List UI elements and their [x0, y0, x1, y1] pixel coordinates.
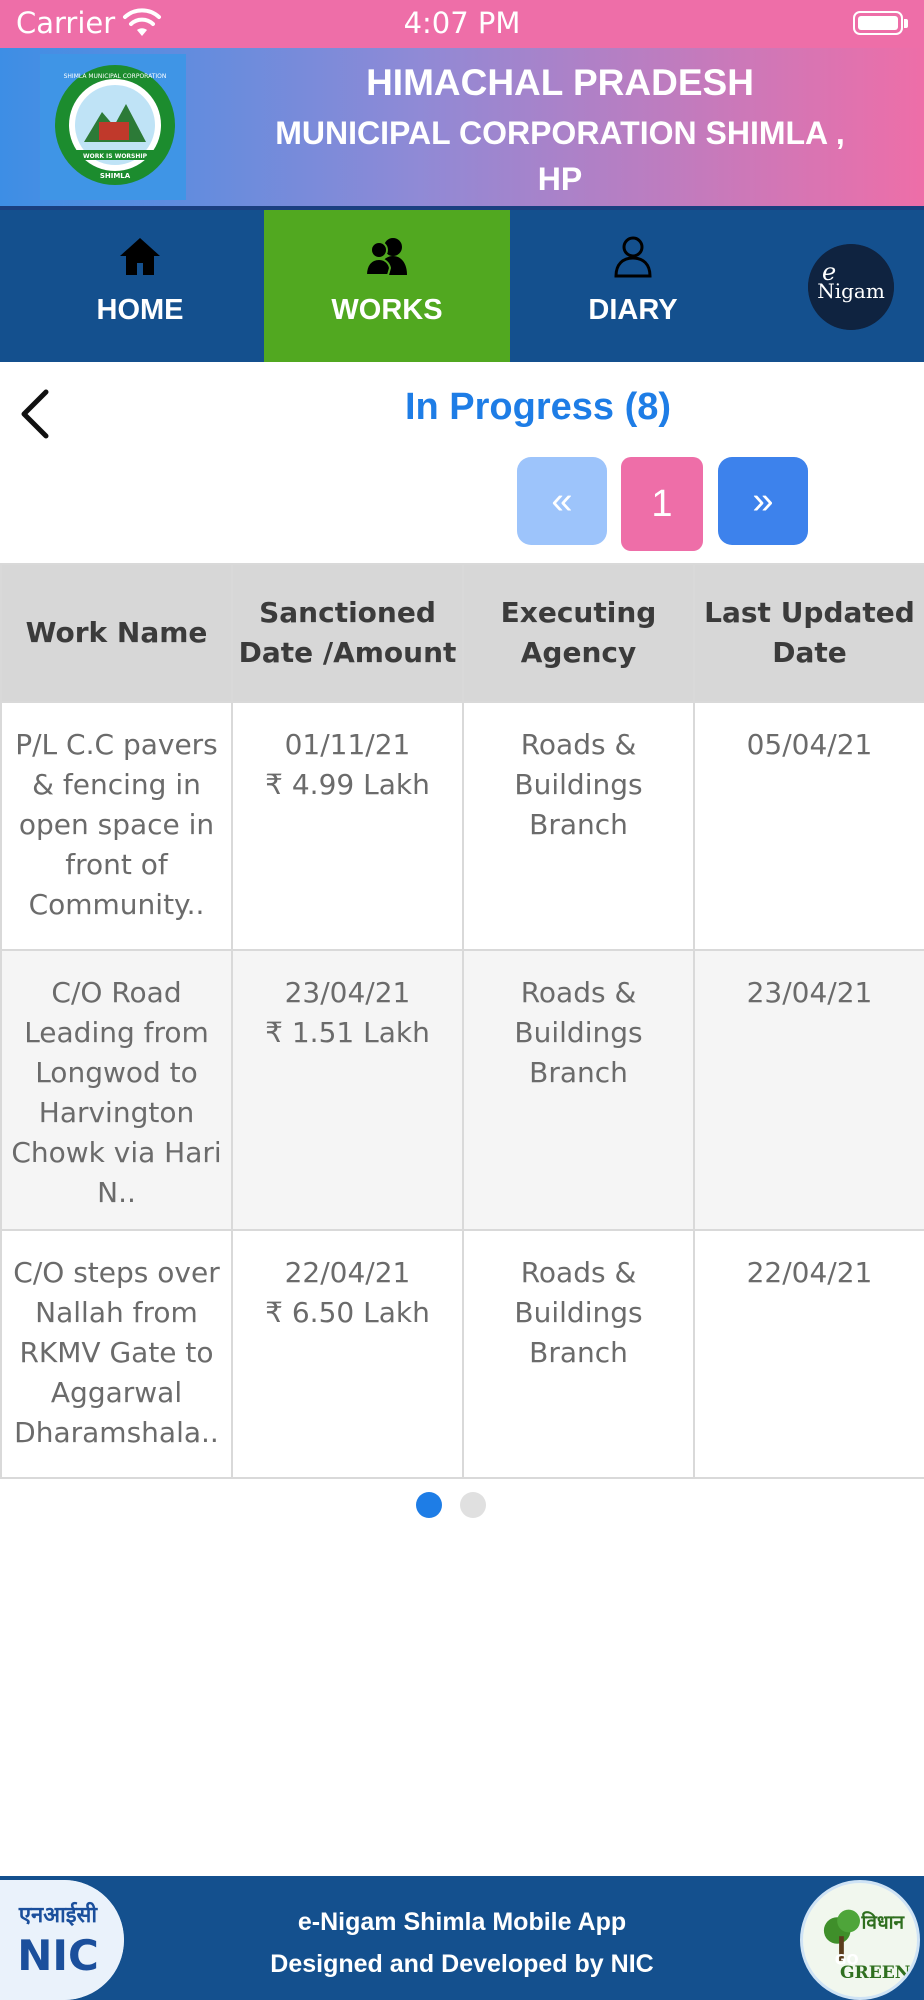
table-row[interactable]: [1, 1230, 924, 1478]
svg-text:SHIMLA: SHIMLA: [99, 172, 131, 180]
svg-text:e: e: [822, 258, 837, 286]
cell-work-name: P/L C.C pavers & fencing in open space in front of Community..: [1, 702, 232, 950]
carrier-label: Carrier: [16, 6, 116, 40]
header-title: HIMACHAL PRADESH: [366, 62, 754, 103]
column-header-sanctioned: Sanctioned Date /Amount: [232, 564, 463, 702]
tab-diary-label: DIARY: [588, 294, 678, 326]
sanctioned-amount: ₹ 6.50 Lakh: [265, 1296, 430, 1329]
user-icon: [611, 235, 655, 279]
cell-agency: Roads & Buildings Branch: [463, 702, 694, 950]
svg-text:Nigam: Nigam: [817, 279, 885, 303]
page-indicator: [416, 1492, 516, 1518]
sanctioned-amount: ₹ 4.99 Lakh: [265, 768, 430, 801]
enigam-logo[interactable]: [808, 244, 894, 330]
cell-last-updated: 23/04/21: [694, 950, 924, 1230]
cell-agency: Roads & Buildings Branch: [463, 1230, 694, 1478]
cell-work-name: C/O Road Leading from Longwod to Harvington Chowk via Hari N..: [1, 950, 232, 1230]
sanctioned-date: 01/11/21: [284, 728, 411, 761]
corporation-logo: [54, 64, 176, 186]
svg-text:GO: GO: [834, 1952, 859, 1969]
home-icon: [118, 235, 162, 279]
svg-text:NIC: NIC: [17, 1931, 99, 1980]
footer-credit: Designed and Developed by NIC: [270, 1950, 654, 1978]
page-title: In Progress (8): [404, 386, 672, 428]
cell-agency: Roads & Buildings Branch: [463, 950, 694, 1230]
app-footer: [0, 1876, 924, 2000]
table-header-row: [1, 564, 924, 702]
header-subtitle-line: HP: [537, 161, 583, 197]
battery-icon: [853, 11, 903, 35]
svg-text:WORK IS WORSHIP: WORK IS WORSHIP: [82, 153, 148, 160]
back-arrow-icon[interactable]: [16, 386, 56, 442]
svg-text:एनआईसी: एनआईसी: [18, 1903, 98, 1928]
sanctioned-amount: ₹ 1.51 Lakh: [265, 1016, 430, 1049]
pager-prev-button[interactable]: «: [517, 457, 607, 545]
pager-next-button[interactable]: »: [718, 457, 808, 545]
cell-last-updated: 22/04/21: [694, 1230, 924, 1478]
users-icon: [365, 235, 409, 279]
header-subtitle: [200, 110, 920, 202]
sanctioned-date: 22/04/21: [284, 1256, 411, 1289]
tab-works-label: WORKS: [331, 294, 443, 326]
logo-container: [40, 54, 186, 200]
cell-sanctioned: [232, 702, 463, 950]
main-nav: [0, 210, 924, 362]
page-dot[interactable]: [460, 1492, 486, 1518]
table-row[interactable]: [1, 702, 924, 950]
works-table: [0, 563, 924, 1479]
column-header-work-name: Work Name: [1, 564, 232, 702]
tab-diary[interactable]: [510, 210, 756, 362]
cell-sanctioned: [232, 950, 463, 1230]
cell-sanctioned: [232, 1230, 463, 1478]
pager-current-page[interactable]: 1: [621, 457, 703, 551]
page-dot-active[interactable]: [416, 1492, 442, 1518]
tab-works[interactable]: [264, 210, 510, 362]
column-header-last-updated: Last Updated Date: [694, 564, 924, 702]
svg-text:GREEN: GREEN: [839, 1963, 911, 1983]
svg-text:SHIMLA MUNICIPAL CORPORATION: SHIMLA MUNICIPAL CORPORATION: [63, 73, 167, 80]
go-green-logo: [800, 1880, 920, 2000]
header-subtitle-line: MUNICIPAL CORPORATION SHIMLA ,: [275, 115, 845, 151]
svg-text:विधान: विधान: [861, 1911, 905, 1934]
sanctioned-date: 23/04/21: [284, 976, 411, 1009]
cell-last-updated: 05/04/21: [694, 702, 924, 950]
table-row[interactable]: [1, 950, 924, 1230]
column-header-agency: Executing Agency: [463, 564, 694, 702]
cell-work-name: C/O steps over Nallah from RKMV Gate to Aggarwal Dharamshala..: [1, 1230, 232, 1478]
tab-home[interactable]: [17, 210, 263, 362]
nic-logo: [0, 1880, 124, 2000]
app-header: [0, 48, 924, 208]
clock: 4:07 PM: [403, 6, 521, 40]
tab-home-label: HOME: [96, 294, 184, 326]
status-bar: [0, 0, 924, 48]
footer-app-name: e-Nigam Shimla Mobile App: [297, 1908, 627, 1936]
